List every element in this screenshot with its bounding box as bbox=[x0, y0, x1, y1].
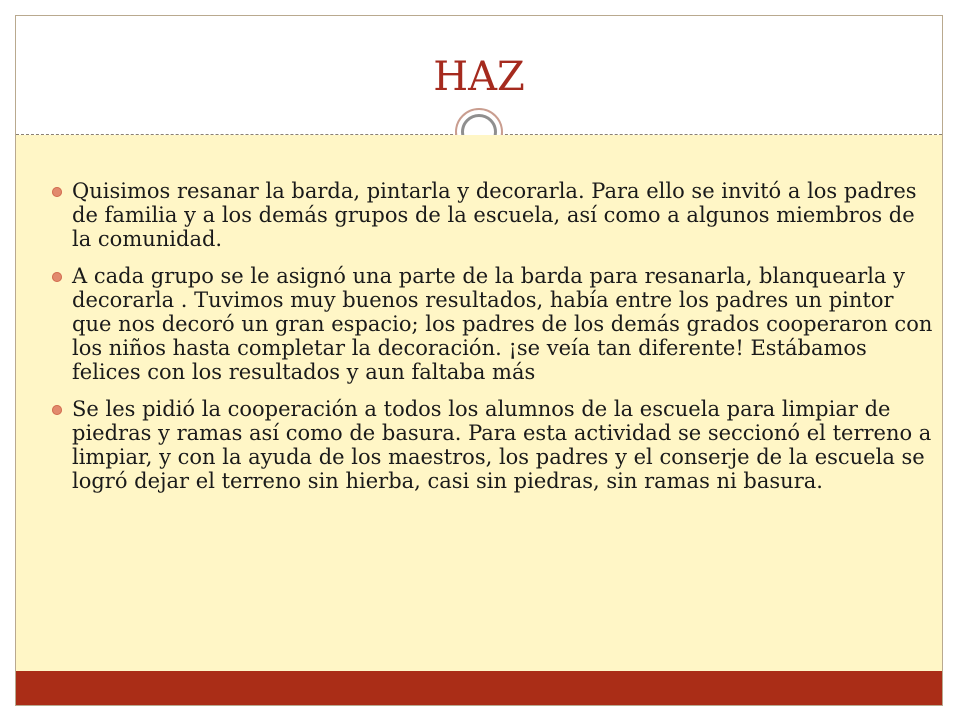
content-area bbox=[16, 135, 942, 671]
bullet-text-3: Se les pidió la cooperación a todos los alumnos de la escuela para limpiar de piedras y ramas así como de basura. Para esta actividad se seccionó el terreno a limpiar, y con la ayuda de los maestros, los padres y el conserje de la escuela se logró dejar el terreno sin hierba, casi sin piedras, sin ramas ni basura. bbox=[72, 397, 932, 493]
bottom-accent-band bbox=[16, 671, 942, 705]
bullet-dot-icon bbox=[52, 187, 62, 197]
bullet-item-2 bbox=[52, 264, 936, 384]
bullet-item-1 bbox=[52, 179, 936, 251]
bullet-item-3 bbox=[52, 397, 936, 493]
bullet-text-2: A cada grupo se le asignó una parte de la barda para resanarla, blanquearla y decorarla . Tuvimos muy buenos resultados, había entre los padres un pintor que nos decoró un gran espacio; los padres de los demás grados cooperaron con los niños hasta completar la decoración. ¡se veía tan diferente! Estábamos felices con los resultados y aun faltaba más bbox=[72, 264, 933, 384]
bullet-list bbox=[52, 179, 936, 506]
bullet-dot-icon bbox=[52, 272, 62, 282]
slide-frame bbox=[15, 15, 943, 706]
bullet-dot-icon bbox=[52, 405, 62, 415]
bullet-text-1: Quisimos resanar la barda, pintarla y decorarla. Para ello se invitó a los padres de familia y a los demás grupos de la escuela, así como a algunos miembros de la comunidad. bbox=[72, 179, 917, 251]
slide-title: HAZ bbox=[433, 54, 525, 100]
